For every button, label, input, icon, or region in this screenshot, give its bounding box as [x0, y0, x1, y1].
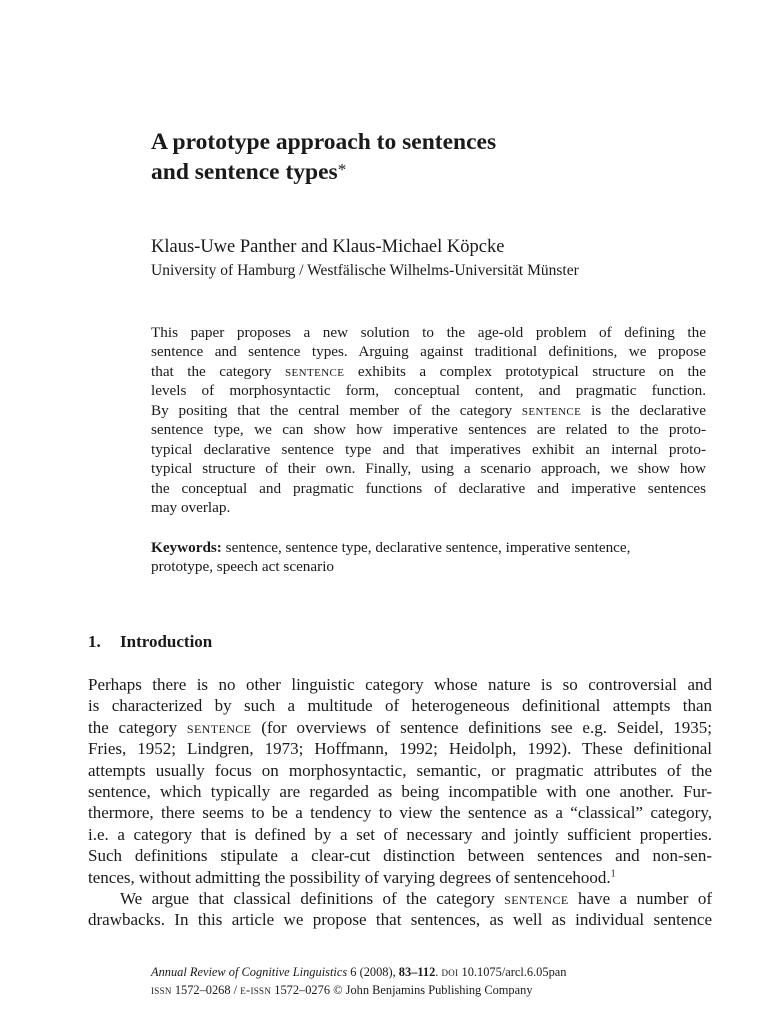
abstract-line: typical declarative sentence type and that imperatives exhibit an internal proto-	[151, 440, 706, 458]
body-line	[88, 888, 712, 909]
abstract-text: is the declarative	[581, 401, 707, 419]
page-footer	[151, 964, 566, 999]
page-range: 83–112	[398, 965, 436, 979]
author-affiliation: University of Hamburg / Westfälische Wilhelms-Universität Münster	[151, 262, 579, 279]
body-line	[88, 867, 712, 888]
abstract-line: This paper proposes a new solution to the age-old problem of defining the	[151, 324, 706, 341]
issn-line	[151, 982, 566, 1000]
keywords-text: sentence, sentence type, declarative sentence, imperative sentence,	[221, 539, 631, 556]
doi-value[interactable]: 10.1075/arcl.6.05pan	[458, 965, 567, 979]
body-line: thermore, there seems to be a tendency to view the sentence as a “classical” category,	[88, 803, 712, 823]
body-line: sentence, which typically are regarded as being incompatible with one another. Fur-	[88, 782, 712, 802]
keywords-line: prototype, speech act scenario	[151, 558, 335, 576]
abstract-line: levels of morphosyntactic form, conceptual content, and pragmatic function.	[151, 382, 706, 400]
body-text-segment: have a number of	[568, 889, 712, 909]
body-line: Fries, 1952; Lindgren, 1973; Hoffmann, 1992; Heidolph, 1992). These definitional	[88, 739, 712, 759]
abstract-line	[151, 342, 706, 361]
body-text	[88, 674, 712, 931]
doi-label: doi	[441, 965, 459, 979]
citation-line	[151, 964, 566, 982]
body-line: Perhaps there is no other linguistic category whose nature is so controversial and	[88, 675, 712, 694]
small-caps-term: sentence	[186, 717, 252, 737]
footnote-reference[interactable]: 1	[610, 868, 616, 879]
volume-info: 6 (2008),	[347, 965, 399, 979]
abstract-line: sentence type, we can show how imperative sentences are related to the proto-	[151, 421, 706, 439]
keywords-label: Keywords:	[151, 539, 222, 556]
section-heading	[88, 631, 212, 653]
title-line-1: A prototype approach to sentences	[151, 129, 497, 155]
section-number: 1.	[88, 632, 101, 651]
abstract-text: sentence and sentence types. Arguing against traditional definitions, we propose	[151, 343, 706, 361]
small-caps-term: sentence	[521, 401, 582, 419]
abstract-text: By positing that the central member of the category	[151, 401, 522, 419]
abstract-text: exhibits a complex prototypical structure on the	[344, 362, 707, 380]
separator: .	[435, 965, 442, 979]
body-text-segment: tences, without admitting the possibility of varying degrees of sentencehood.	[88, 867, 611, 887]
abstract-line	[151, 401, 706, 420]
keywords-line	[151, 538, 706, 557]
issn-label: issn	[151, 982, 172, 997]
abstract-line	[151, 362, 706, 381]
abstract-line: may overlap.	[151, 499, 231, 517]
body-text-segment: (for overviews of sentence definitions see e.g. Seidel, 1935;	[251, 717, 712, 737]
body-line: attempts usually focus on morphosyntactic, semantic, or pragmatic attributes of the	[88, 760, 712, 780]
abstract-line: typical structure of their own. Finally, using a scenario approach, we show how	[151, 460, 706, 478]
body-line: Such definitions stipulate a clear-cut distinction between sentences and non-sen-	[88, 846, 712, 866]
body-text-segment: the category	[88, 717, 187, 737]
author-names: Klaus-Uwe Panther and Klaus-Michael Köpcke	[151, 237, 505, 257]
issn-value: 1572–0268 /	[171, 982, 241, 997]
body-text-segment: We argue that classical definitions of the category	[120, 889, 505, 909]
article-title	[151, 127, 671, 187]
abstract	[151, 323, 706, 518]
body-line: drawbacks. In this article we propose that sentences, as well as individual sentence	[88, 910, 712, 930]
body-line: i.e. a category that is defined by a set of necessary and jointly sufficient properties.	[88, 824, 712, 844]
title-footnote-marker[interactable]: *	[337, 160, 347, 179]
eissn-value: 1572–0276 © John Benjamins Publishing Company	[271, 982, 533, 997]
small-caps-term: sentence	[284, 362, 345, 380]
journal-name: Annual Review of Cognitive Linguistics	[151, 965, 348, 979]
title-line-2: and sentence types	[151, 159, 338, 185]
abstract-text: that the category	[151, 362, 285, 380]
section-title: Introduction	[120, 632, 213, 651]
eissn-label: e-issn	[240, 982, 272, 997]
abstract-line: the conceptual and pragmatic functions of declarative and imperative sentences	[151, 479, 706, 497]
keywords	[151, 538, 706, 577]
small-caps-term: sentence	[504, 889, 569, 909]
body-line	[88, 717, 712, 738]
body-line: is characterized by such a multitude of heterogeneous definitional attempts than	[88, 696, 712, 716]
